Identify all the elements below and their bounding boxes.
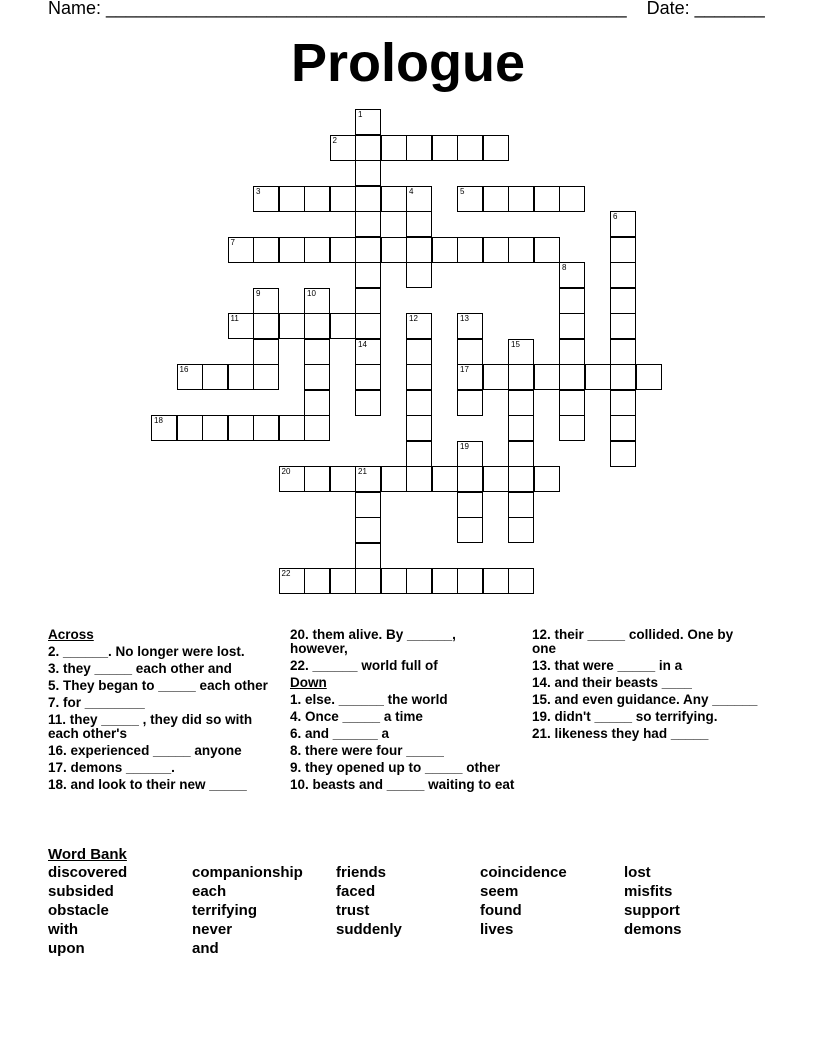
grid-cell[interactable]	[457, 390, 483, 416]
clue-number: 11	[230, 314, 239, 323]
grid-cell[interactable]	[457, 313, 483, 339]
grid-cell[interactable]	[483, 364, 509, 390]
word-bank-heading: Word Bank	[48, 846, 127, 863]
grid-cell[interactable]	[406, 390, 432, 416]
grid-cell[interactable]	[457, 186, 483, 212]
grid-cell[interactable]	[279, 186, 305, 212]
grid-cell[interactable]	[330, 466, 356, 492]
grid-cell[interactable]	[253, 313, 279, 339]
grid-cell[interactable]	[406, 466, 432, 492]
clue-down-19: 19. didn't _____ so terrifying.	[532, 709, 718, 724]
grid-cell[interactable]	[228, 415, 254, 441]
grid-cell[interactable]	[610, 364, 636, 390]
word-bank-item: trust	[336, 902, 370, 919]
grid-cell[interactable]	[508, 237, 534, 263]
grid-cell[interactable]	[355, 135, 381, 161]
grid-cell[interactable]	[508, 186, 534, 212]
grid-cell[interactable]	[406, 262, 432, 288]
grid-cell[interactable]	[508, 390, 534, 416]
grid-cell[interactable]	[508, 492, 534, 518]
word-bank-item: terrifying	[192, 902, 258, 919]
clues-column-3	[532, 628, 758, 744]
grid-cell[interactable]	[483, 186, 509, 212]
word-bank-item: lost	[624, 864, 651, 881]
grid-cell[interactable]	[253, 415, 279, 441]
clue-down-10: 10. beasts and _____ waiting to eat	[290, 777, 515, 792]
word-bank-item: coincidence	[480, 864, 567, 881]
clue-down-1: 1. else. ______ the world	[290, 692, 448, 707]
grid-cell[interactable]	[355, 568, 381, 594]
grid-cell[interactable]	[483, 237, 509, 263]
grid-cell[interactable]	[534, 237, 560, 263]
word-bank-item: found	[480, 902, 522, 919]
grid-cell[interactable]	[381, 237, 407, 263]
grid-cell[interactable]	[253, 288, 279, 314]
clue-number: 3	[256, 186, 261, 196]
grid-cell[interactable]	[406, 441, 432, 467]
grid-cell[interactable]	[381, 568, 407, 594]
word-bank-item: upon	[48, 940, 85, 957]
name-label: Name:	[48, 0, 102, 18]
grid-cell[interactable]	[457, 492, 483, 518]
grid-cell[interactable]	[355, 543, 381, 569]
across-heading: Across	[48, 627, 94, 642]
clue-number: 9	[256, 288, 261, 298]
grid-cell[interactable]	[406, 186, 432, 212]
grid-cell[interactable]	[559, 313, 585, 339]
grid-cell[interactable]	[610, 415, 636, 441]
grid-cell[interactable]	[355, 517, 381, 543]
grid-cell[interactable]	[432, 568, 458, 594]
grid-cell[interactable]	[381, 135, 407, 161]
grid-cell[interactable]	[406, 313, 432, 339]
grid-cell[interactable]	[457, 441, 483, 467]
clue-down-13: 13. that were _____ in a	[532, 658, 683, 673]
grid-cell[interactable]	[304, 568, 330, 594]
grid-cell[interactable]	[228, 313, 254, 339]
grid-cell[interactable]	[253, 237, 279, 263]
clue-down-12: 12. their _____ collided. One by one	[532, 627, 734, 656]
grid-cell[interactable]	[610, 262, 636, 288]
grid-cell[interactable]	[355, 211, 381, 237]
grid-cell[interactable]	[610, 288, 636, 314]
name-line[interactable]: ____________________________________________________	[106, 0, 627, 18]
grid-cell[interactable]	[406, 211, 432, 237]
grid-cell[interactable]	[559, 364, 585, 390]
grid-cell[interactable]	[406, 339, 432, 365]
grid-cell[interactable]	[508, 441, 534, 467]
clue-across-7: 7. for ________	[48, 695, 145, 710]
grid-cell[interactable]	[534, 364, 560, 390]
clue-down-4: 4. Once _____ a time	[290, 709, 423, 724]
grid-cell[interactable]	[559, 415, 585, 441]
clue-number: 17	[460, 365, 469, 374]
date-label: Date:	[646, 0, 690, 18]
grid-cell[interactable]	[304, 415, 330, 441]
grid-cell[interactable]	[457, 466, 483, 492]
grid-cell[interactable]	[559, 390, 585, 416]
grid-cell[interactable]	[330, 568, 356, 594]
grid-cell[interactable]	[355, 109, 381, 135]
clue-across-17: 17. demons ______.	[48, 760, 175, 775]
grid-cell[interactable]	[151, 415, 177, 441]
clue-down-8: 8. there were four _____	[290, 743, 444, 758]
clue-number: 4	[409, 186, 414, 196]
grid-cell[interactable]	[355, 288, 381, 314]
word-bank-item: demons	[624, 921, 682, 938]
grid-cell[interactable]	[508, 517, 534, 543]
grid-cell[interactable]	[483, 135, 509, 161]
word-bank	[48, 863, 768, 958]
word-bank-item: friends	[336, 864, 387, 881]
clues-column-2	[290, 628, 516, 795]
grid-cell[interactable]	[559, 186, 585, 212]
clue-number: 6	[613, 212, 618, 221]
down-heading: Down	[290, 675, 327, 690]
grid-cell[interactable]	[610, 237, 636, 263]
grid-cell[interactable]	[355, 364, 381, 390]
grid-cell[interactable]	[534, 466, 560, 492]
word-bank-item: suddenly	[336, 921, 402, 938]
grid-cell[interactable]	[457, 135, 483, 161]
clue-number: 13	[460, 314, 469, 323]
clue-number: 22	[281, 569, 291, 578]
word-bank-item: obstacle	[48, 902, 109, 919]
clue-number: 1	[358, 110, 363, 119]
clues-column-1	[48, 628, 274, 795]
grid-cell[interactable]	[177, 364, 203, 390]
grid-cell[interactable]	[508, 415, 534, 441]
word-bank-item: seem	[480, 883, 519, 900]
grid-cell[interactable]	[406, 135, 432, 161]
grid-cell[interactable]	[432, 466, 458, 492]
grid-cell[interactable]	[534, 186, 560, 212]
clue-across-5: 5. They began to _____ each other	[48, 678, 268, 693]
clue-across-20: 20. them alive. By ______, however,	[290, 627, 456, 656]
grid-cell[interactable]	[279, 237, 305, 263]
word-bank-item: discovered	[48, 864, 128, 881]
clue-number: 21	[358, 467, 367, 476]
grid-cell[interactable]	[355, 160, 381, 186]
grid-cell[interactable]	[406, 364, 432, 390]
word-bank-item: misfits	[624, 883, 673, 900]
grid-cell[interactable]	[355, 466, 381, 492]
grid-cell[interactable]	[253, 339, 279, 365]
grid-cell[interactable]	[330, 313, 356, 339]
clue-down-6: 6. and ______ a	[290, 726, 390, 741]
clue-number: 12	[409, 314, 418, 323]
clue-number: 5	[460, 186, 465, 196]
grid-cell[interactable]	[610, 339, 636, 365]
grid-cell[interactable]	[202, 415, 228, 441]
grid-cell[interactable]	[355, 313, 381, 339]
grid-cell[interactable]	[457, 364, 483, 390]
grid-cell[interactable]	[304, 364, 330, 390]
clue-across-18: 18. and look to their new _____	[48, 777, 247, 792]
grid-cell[interactable]	[228, 364, 254, 390]
grid-cell[interactable]	[559, 262, 585, 288]
grid-cell[interactable]	[610, 313, 636, 339]
grid-cell[interactable]	[304, 313, 330, 339]
word-bank-item: and	[192, 940, 219, 957]
grid-cell[interactable]	[279, 313, 305, 339]
grid-cell[interactable]	[610, 441, 636, 467]
clue-down-14: 14. and their beasts ____	[532, 675, 692, 690]
clue-number: 14	[358, 339, 367, 349]
grid-cell[interactable]	[304, 288, 330, 314]
grid-cell[interactable]	[406, 415, 432, 441]
clue-across-3: 3. they _____ each other and	[48, 661, 232, 676]
grid-cell[interactable]	[559, 339, 585, 365]
grid-cell[interactable]	[406, 237, 432, 263]
grid-cell[interactable]	[228, 237, 254, 263]
clue-number: 20	[281, 467, 291, 476]
grid-cell[interactable]	[508, 466, 534, 492]
clue-down-9: 9. they opened up to _____ other	[290, 760, 501, 775]
grid-cell[interactable]	[355, 339, 381, 365]
grid-cell[interactable]	[330, 237, 356, 263]
clue-number: 7	[230, 237, 235, 247]
word-bank-item: each	[192, 883, 227, 900]
page-title: Prologue	[290, 33, 525, 93]
grid-cell[interactable]	[559, 288, 585, 314]
clue-number: 10	[307, 288, 316, 298]
grid-cell[interactable]	[457, 339, 483, 365]
word-bank-item: support	[624, 902, 680, 919]
grid-cell[interactable]	[483, 466, 509, 492]
grid-cell[interactable]	[279, 415, 305, 441]
grid-cell[interactable]	[304, 186, 330, 212]
grid-cell[interactable]	[330, 135, 356, 161]
word-bank-item: with	[48, 921, 78, 938]
word-bank-item: companionship	[192, 864, 303, 881]
grid-cell[interactable]	[304, 237, 330, 263]
grid-cell[interactable]	[279, 466, 305, 492]
clue-across-22: 22. ______ world full of	[290, 658, 438, 673]
grid-cell[interactable]	[457, 517, 483, 543]
clue-number: 8	[562, 263, 567, 272]
word-bank-item: lives	[480, 921, 514, 938]
clue-down-15: 15. and even guidance. Any ______	[532, 692, 758, 707]
grid-cell[interactable]	[355, 390, 381, 416]
clue-across-2: 2. ______. No longer were lost.	[48, 644, 245, 659]
grid-cell[interactable]	[457, 568, 483, 594]
grid-cell[interactable]	[253, 186, 279, 212]
grid-cell[interactable]	[304, 466, 330, 492]
grid-cell[interactable]	[483, 568, 509, 594]
grid-cell[interactable]	[381, 186, 407, 212]
clue-number: 19	[460, 441, 469, 451]
clue-across-16: 16. experienced _____ anyone	[48, 743, 242, 758]
grid-cell[interactable]	[253, 364, 279, 390]
grid-cell[interactable]	[585, 364, 611, 390]
grid-cell[interactable]	[355, 492, 381, 518]
clue-number: 16	[179, 365, 189, 374]
clue-number: 2	[332, 135, 337, 145]
clue-down-21: 21. likeness they had _____	[532, 726, 709, 741]
grid-cell[interactable]	[355, 262, 381, 288]
clue-number: 18	[154, 416, 163, 425]
clue-number: 15	[511, 339, 520, 349]
grid-cell[interactable]	[432, 135, 458, 161]
grid-cell[interactable]	[406, 568, 432, 594]
grid-cell[interactable]	[279, 568, 305, 594]
grid-cell[interactable]	[304, 390, 330, 416]
date-line[interactable]: _______	[694, 0, 765, 18]
grid-cell[interactable]	[508, 364, 534, 390]
clue-across-11: 11. they _____ , they did so with each other's	[48, 712, 253, 741]
grid-cell[interactable]	[304, 339, 330, 365]
grid-cell[interactable]	[610, 390, 636, 416]
grid-cell[interactable]	[432, 237, 458, 263]
grid-cell[interactable]	[330, 186, 356, 212]
word-bank-item: subsided	[48, 883, 114, 900]
grid-cell[interactable]	[355, 186, 381, 212]
grid-cell[interactable]	[177, 415, 203, 441]
grid-cell[interactable]	[508, 339, 534, 365]
word-bank-item: never	[192, 921, 233, 938]
word-bank-item: faced	[336, 883, 376, 900]
grid-cell[interactable]	[355, 237, 381, 263]
grid-cell[interactable]	[610, 211, 636, 237]
grid-cell[interactable]	[636, 364, 662, 390]
grid-cell[interactable]	[508, 568, 534, 594]
grid-cell[interactable]	[457, 237, 483, 263]
grid-cell[interactable]	[381, 466, 407, 492]
grid-cell[interactable]	[202, 364, 228, 390]
